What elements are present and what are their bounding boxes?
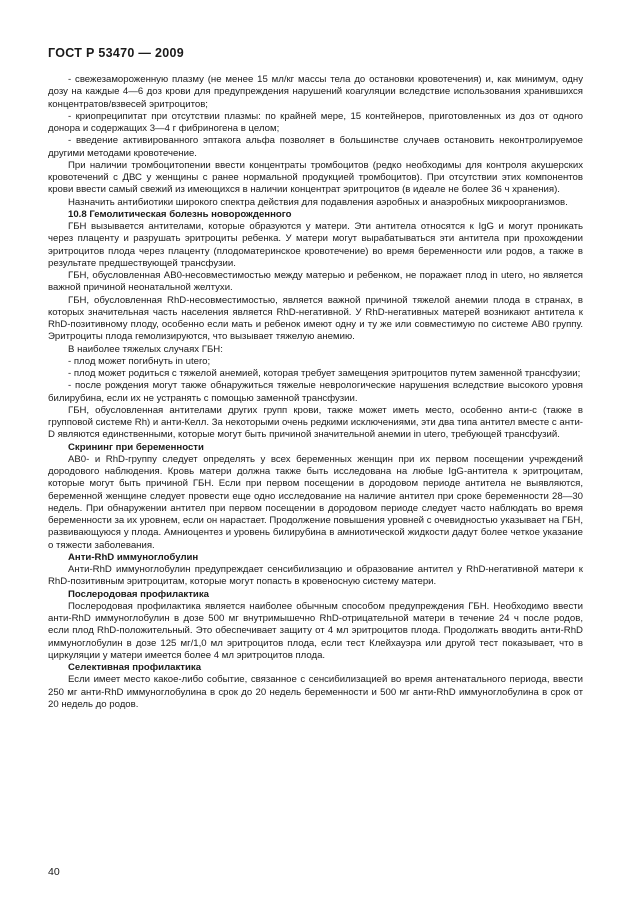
- paragraph-selective: Если имеет место какое-либо событие, связанное с сенсибилизацией во время антенатального периода, ввести 250 мг анти-RhD иммуноглобулина в срок до 20 недель беременности и 500 мг анти-RhD иммуноглобулина в срок от 20 недель до родов.: [48, 674, 583, 710]
- section-heading-10-8: 10.8 Гемолитическая болезнь новорожденного: [68, 208, 292, 220]
- paragraph-other-antibodies: ГБН, обусловленная антителами других групп крови, также может иметь место, особенно анти-с (также в групповой системе Rh) и анти-Келл. За некоторыми очень редкими исключениями, эти два типа антител вместе с анти-D являются единственными, которые могут быть причиной значительной анемии in utero, требующей трансфузий.: [48, 404, 583, 441]
- subheading-anti-rhd: Анти-RhD иммуноглобулин: [68, 551, 199, 563]
- paragraph-thrombocytopenia: При наличии тромбоцитопении ввести концентраты тромбоцитов (редко необходимы для контроля акушерских кровотечений с ДВС у женщины с ранее нормальной продукцией тромбоцитов). При отсутствии этих компонентов крови ввести самый свежий из имеющихся в наличии концентрат эритроцитов (в идеале не более 36 ч хранения).: [48, 159, 583, 196]
- paragraph-rhd-incompatibility: ГБН, обусловленная RhD-несовместимостью, является важной причиной тяжелой анемии плода в странах, в которых значительная часть населения является RhD-негативной. У RhD-негативных матерей возникают антитела к RhD-позитивному плоду, особенно если мать и ребенок имеют одну и ту же или совместимую по системе АВ0 группу. Эритроциты плода гемолизируются, что вызывает тяжелую анемию.: [48, 294, 583, 343]
- paragraph-postpartum: Послеродовая профилактика является наиболее обычным способом предупреждения ГБН. Необходимо ввести анти-RhD иммуноглобулин в дозе 500 мг внутримышечно RhD-отрицательной матери в течение 24 ч после родов, если плод RhD-положительный. Это обеспечивает защиту от 4 мл эритроцитов плода. Продолжать вводить анти-RhD иммуноглобулин в дозе 125 мг/1,0 мл эритроцитов плода, если тест Клейхауэра или другой тест показывает, что в циркуляции у матери имеется более 4 мл эритроцитов плода.: [48, 600, 583, 661]
- subheading-selective: Селективная профилактика: [68, 662, 202, 673]
- list-item-cryoprecipitate: - криопреципитат при отсутствии плазмы: по крайней мере, 15 контейнеров, приготовленных из доз от одного донора и содержащих 3—4 г фибриногена в целом;: [48, 110, 583, 134]
- paragraph-severe-cases-intro: В наиболее тяжелых случаях ГБН:: [68, 343, 223, 355]
- list-item-severe-anemia: - плод может родиться с тяжелой анемией, которая требует замещения эритроцитов путем заменной трансфузии;: [68, 368, 581, 379]
- list-item-plasma: - свежезамороженную плазму (не менее 15 мл/кг массы тела до остановки кровотечения) и, как минимум, одну дозу на каждые 4—6 доз крови для предупреждения нарушений коагуляции вследствие использования хранившихся концентратов/взвесей эритроцитов;: [48, 74, 583, 110]
- list-item-eptacog: - введение активированного эптакога альфа позволяет в большинстве случаев остановить неконтролируемое другими методами кровотечение.: [48, 135, 583, 159]
- paragraph-anti-rhd: Анти-RhD иммуноглобулин предупреждает сенсибилизацию и образование антител у RhD-негативной матери к RhD-позитивным эритроцитам, которые могут попасть в кровеносную систему матери.: [48, 564, 583, 588]
- list-item-neurological: - после рождения могут также обнаружиться тяжелые неврологические нарушения вследствие высокого уровня билирубина, если их не устранять с помощью заменной трансфузии.: [48, 380, 583, 404]
- paragraph-ab0-incompatibility: ГБН, обусловленная AB0-несовместимостью между матерью и ребенком, не поражает плод in utero, но является важной причиной неонатальной желтухи.: [48, 270, 583, 294]
- standard-header: ГОСТ Р 53470 — 2009: [48, 46, 184, 60]
- paragraph-screening: АВ0- и RhD-группу следует определять у всех беременных женщин при их первом посещении учреждений дородового наблюдения. Кровь матери должна также быть исследована на любые IgG-антитела к эритроцитам, которые могут быть причиной ГБН. Если при первом посещении в дородовом периоде антитела не выявляются, беременной женщине следует провести еще одно исследование на наличие антител при сроке беременности 28—30 недель. При обнаружении антител при первом посещении в дородовом периоде следует часто наблюдать во время беременности за их уровнем, если он нарастает. Продолжение повышения уровней с очевидностью указывает на ГБН, развивающуюся у плода. Амниоцентез и уровень билирубина в амниотической жидкости дадут более четкое указание о тяжести заболевания.: [48, 453, 583, 551]
- subheading-pregnancy-screening: Скрининг при беременности: [68, 441, 204, 453]
- document-body: [48, 74, 583, 711]
- paragraph-hdn-cause: ГБН вызывается антителами, которые образуются у матери. Эти антитела относятся к IgG и могут проникать через плаценту и разрушать эритроциты ребенка. У матери могут вырабатываться эти антитела при прохождении эритроцитов плода через плаценту (плодоматеринское кровотечение) во время беременности или родов, а также в результате предшествующей трансфузии.: [48, 221, 583, 269]
- paragraph-antibiotics: Назначить антибиотики широкого спектра действия для подавления аэробных и анаэробных микроорганизмов.: [68, 196, 568, 208]
- page-number: 40: [48, 866, 60, 878]
- list-item-fetal-death: - плод может погибнуть in utero;: [68, 355, 211, 367]
- subheading-postpartum: Послеродовая профилактика: [68, 588, 209, 600]
